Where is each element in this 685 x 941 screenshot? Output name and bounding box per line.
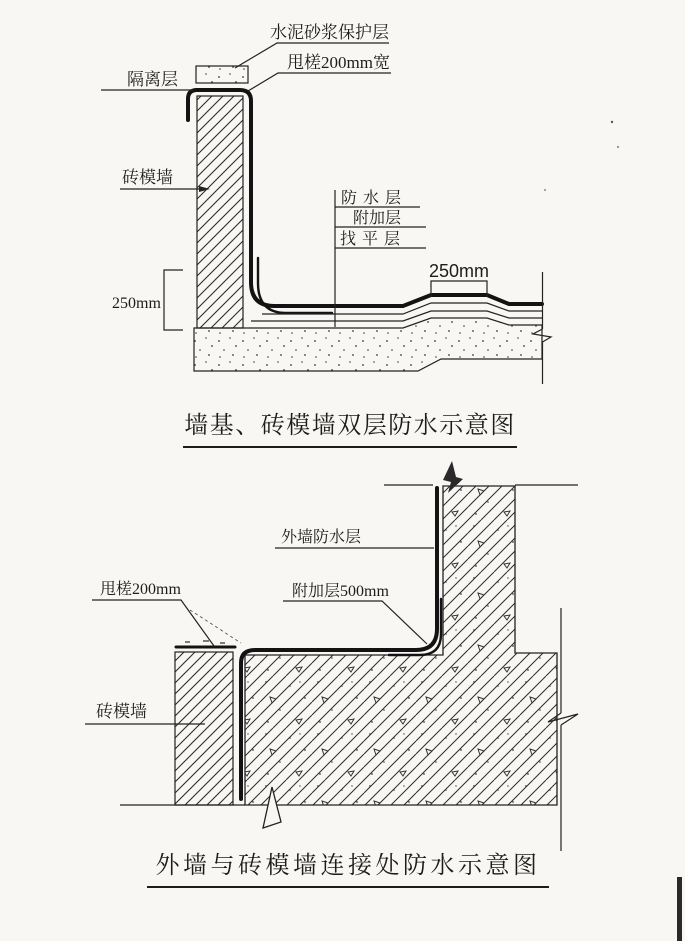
label-overlap2-200mm: 甩槎200mm — [100, 581, 181, 598]
scan-speck-2 — [617, 146, 619, 148]
leader-overlap-200mm — [248, 73, 391, 91]
label-waterproof-layer: 防水层 — [341, 190, 408, 207]
leader-additional-500mm — [283, 601, 427, 644]
membrane2-tail-dashes — [185, 641, 225, 643]
label-isolation-layer: 隔离层 — [127, 70, 178, 89]
dimension-right-250mm: 250mm — [429, 261, 490, 281]
label-overlap-200mm: 甩槎200mm宽 — [287, 53, 390, 72]
membrane2-additional-500mm — [389, 599, 441, 655]
label-brick-wall2: 砖模墙 — [96, 702, 147, 721]
leader-overlap2-dashed — [190, 610, 241, 643]
diagram-wall-base-double-waterproofing — [101, 23, 551, 447]
dimension-bracket-left — [164, 270, 183, 330]
label-ext-waterproof: 外墙防水层 — [281, 529, 362, 546]
floor-slab-shape — [194, 318, 542, 371]
brick-formwork-wall-shape — [197, 96, 243, 328]
scan-speck-1 — [611, 121, 613, 123]
dimension-left-250mm: 250mm — [112, 295, 161, 312]
label-protective-layer: 水泥砂浆保护层 — [270, 23, 389, 42]
leader-overlap2-200mm — [92, 600, 214, 646]
scan-edge-bar — [677, 877, 682, 941]
diagram-exterior-wall-junction-waterproofing — [85, 461, 578, 887]
scan-artifacts — [544, 121, 682, 941]
diagram1-title: 墙基、砖模墙双层防水示意图 — [184, 413, 516, 439]
diagram2-title: 外墙与砖模墙连接处防水示意图 — [155, 853, 541, 879]
label-brick-wall: 砖模墙 — [122, 168, 173, 187]
scan-speck-3 — [544, 189, 546, 191]
label-additional-500mm: 附加层500mm — [292, 583, 389, 600]
label-additional-layer: 附加层 — [353, 210, 402, 227]
brick-formwork-wall2-shape — [175, 652, 233, 805]
protective-layer-shape — [196, 66, 248, 83]
label-leveling-layer: 找平层 — [340, 231, 407, 248]
